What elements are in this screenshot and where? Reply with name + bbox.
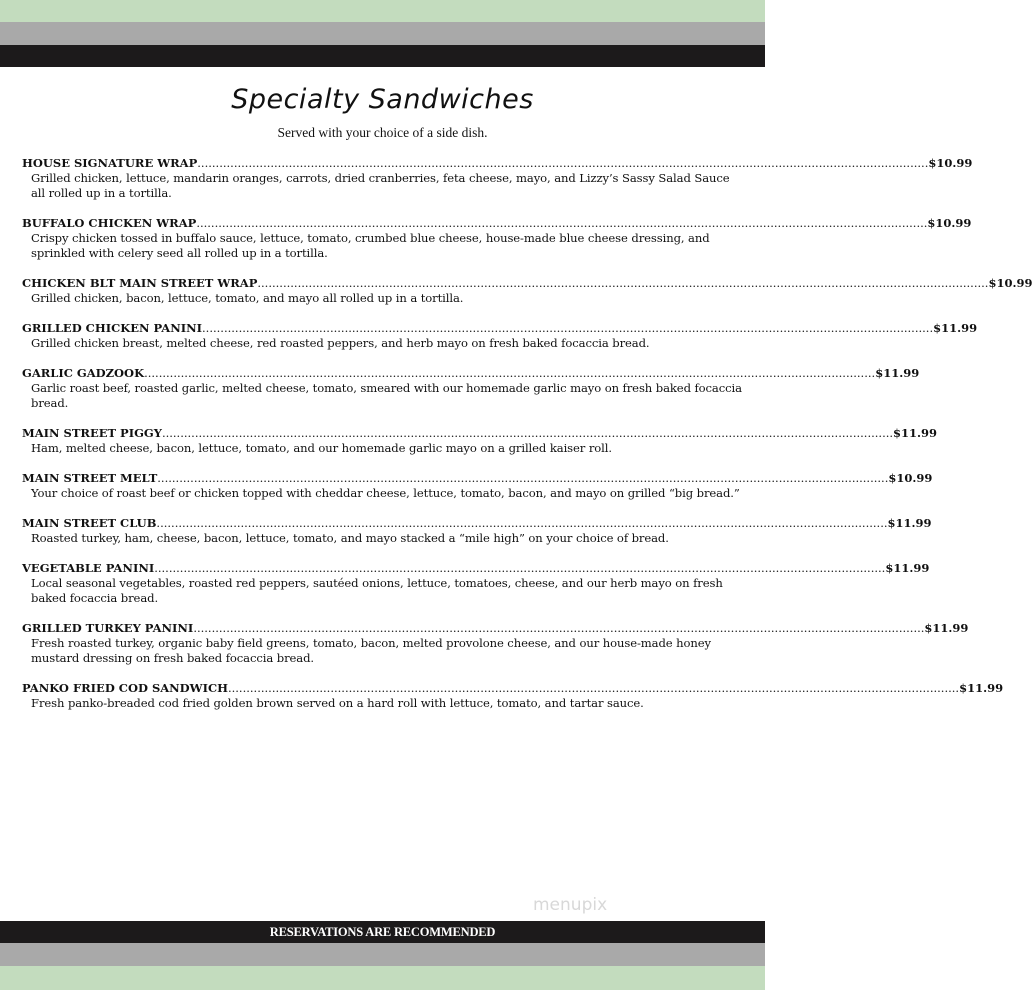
menu-item-header [22, 216, 972, 231]
bottom-gray-band [0, 943, 765, 966]
menu-item [22, 276, 1032, 306]
menu-item-price: $11.99 [933, 321, 978, 335]
dot-leader: ........................................................................................................................................................................................................ [193, 621, 925, 635]
menu-item-name: GARLIC GADZOOK [22, 366, 145, 380]
menu-item-name: MAIN STREET MELT [22, 471, 158, 485]
dot-leader: ........................................................................................................................................................................................................ [156, 516, 888, 530]
top-gray-band [0, 22, 765, 45]
menu-item-name: GRILLED TURKEY PANINI [22, 621, 194, 635]
menu-item [22, 681, 1004, 711]
dot-leader: ........................................................................................................................................................................................................ [161, 426, 894, 440]
menu-item [22, 216, 972, 261]
menu-item-header [22, 516, 932, 531]
footer-text: RESERVATIONS ARE RECOMMENDED [269, 925, 496, 939]
dot-leader: ........................................................................................................................................................................................................ [227, 681, 960, 695]
menu-item-header [22, 621, 969, 636]
menu-item [22, 561, 930, 606]
top-green-band [0, 0, 765, 22]
menu-item-name: MAIN STREET CLUB [22, 516, 157, 530]
menu-item [22, 426, 938, 456]
menu-item-description: Grilled chicken, bacon, lettuce, tomato, and mayo all rolled up in a tortilla. [31, 291, 464, 305]
bottom-green-band [0, 966, 765, 990]
menu-item-description: Fresh panko-breaded cod fried golden brown served on a hard roll with lettuce, tomato, and tartar sauce. [31, 696, 644, 710]
menu-item [22, 471, 933, 501]
menu-item-price: $11.99 [885, 561, 930, 575]
menu-item-header [22, 276, 1032, 291]
menu-item-description: Crispy chicken tossed in buffalo sauce, lettuce, tomato, crumbed blue cheese, house-made blue cheese dressing, and sprinkled with celery seed all rolled up in a tortilla. [31, 231, 710, 260]
dot-leader: ........................................................................................................................................................................................................ [197, 156, 929, 170]
menu-item-price: $10.99 [988, 276, 1032, 290]
menu-item-price: $11.99 [893, 426, 938, 440]
menu-item-price: $11.99 [875, 366, 920, 380]
menu-item-price: $10.99 [928, 156, 973, 170]
menu-item-price: $10.99 [927, 216, 972, 230]
footer-banner [0, 921, 765, 943]
dot-leader: ........................................................................................................................................................................................................ [154, 561, 886, 575]
menu-item-description: Garlic roast beef, roasted garlic, melted cheese, tomato, smeared with our homemade garlic mayo on fresh baked focaccia bread. [31, 381, 742, 410]
menu-item [22, 366, 920, 411]
menu-item-description: Roasted turkey, ham, cheese, bacon, lettuce, tomato, and mayo stacked a “mile high” on your choice of bread. [31, 531, 669, 545]
dot-leader: ........................................................................................................................................................................................................ [157, 471, 889, 485]
menu-item-description: Local seasonal vegetables, roasted red peppers, sautéed onions, lettuce, tomatoes, cheese, and our herb mayo on fresh baked focaccia bread. [31, 576, 723, 605]
menu-item [22, 621, 969, 666]
top-black-band [0, 45, 765, 67]
page-title: Specialty Sandwiches [231, 84, 534, 115]
menu-item-description: Ham, melted cheese, bacon, lettuce, tomato, and our homemade garlic mayo on a grilled kaiser roll. [31, 441, 612, 455]
menu-item-description: Your choice of roast beef or chicken topped with cheddar cheese, lettuce, tomato, bacon, and mayo on grilled “big bread.” [31, 486, 740, 500]
menu-item-name: MAIN STREET PIGGY [22, 426, 162, 440]
menu-list [22, 156, 1032, 726]
menu-item-price: $11.99 [959, 681, 1004, 695]
menu-item-header [22, 321, 978, 336]
menu-item-header [22, 366, 920, 381]
menu-item-name: HOUSE SIGNATURE WRAP [22, 156, 198, 170]
menu-item-name: GRILLED CHICKEN PANINI [22, 321, 203, 335]
menu-item-price: $10.99 [888, 471, 933, 485]
dot-leader: ........................................................................................................................................................................................................ [196, 216, 928, 230]
menu-item-header [22, 426, 938, 441]
menu-item-price: $11.99 [887, 516, 932, 530]
menu-item [22, 516, 932, 546]
menu-item-description: Grilled chicken, lettuce, mandarin oranges, carrots, dried cranberries, feta cheese, mayo, and Lizzy’s Sassy Salad Sauce all rolled up in a tortilla. [31, 171, 730, 200]
dot-leader: ........................................................................................................................................................................................................ [144, 366, 876, 380]
menu-item-price: $11.99 [924, 621, 969, 635]
menu-item-header [22, 681, 1004, 696]
menu-item-description: Fresh roasted turkey, organic baby field greens, tomato, bacon, melted provolone cheese, and our house-made honey mustard dressing on fresh baked focaccia bread. [31, 636, 711, 665]
page-subtitle: Served with your choice of a side dish. [277, 125, 488, 140]
menu-item [22, 321, 978, 351]
menu-item-header [22, 156, 973, 171]
dot-leader: ........................................................................................................................................................................................................ [257, 276, 989, 290]
watermark: menupix [533, 895, 608, 915]
menu-item-header [22, 561, 930, 576]
menu-item-name: PANKO FRIED COD SANDWICH [22, 681, 228, 695]
menu-item-description: Grilled chicken breast, melted cheese, red roasted peppers, and herb mayo on fresh baked focaccia bread. [31, 336, 650, 350]
menu-item-name: VEGETABLE PANINI [22, 561, 155, 575]
menu-item-header [22, 471, 933, 486]
menu-item-name: CHICKEN BLT MAIN STREET WRAP [22, 276, 258, 290]
dot-leader: ........................................................................................................................................................................................................ [202, 321, 934, 335]
menu-item [22, 156, 973, 201]
menu-item-name: BUFFALO CHICKEN WRAP [22, 216, 197, 230]
